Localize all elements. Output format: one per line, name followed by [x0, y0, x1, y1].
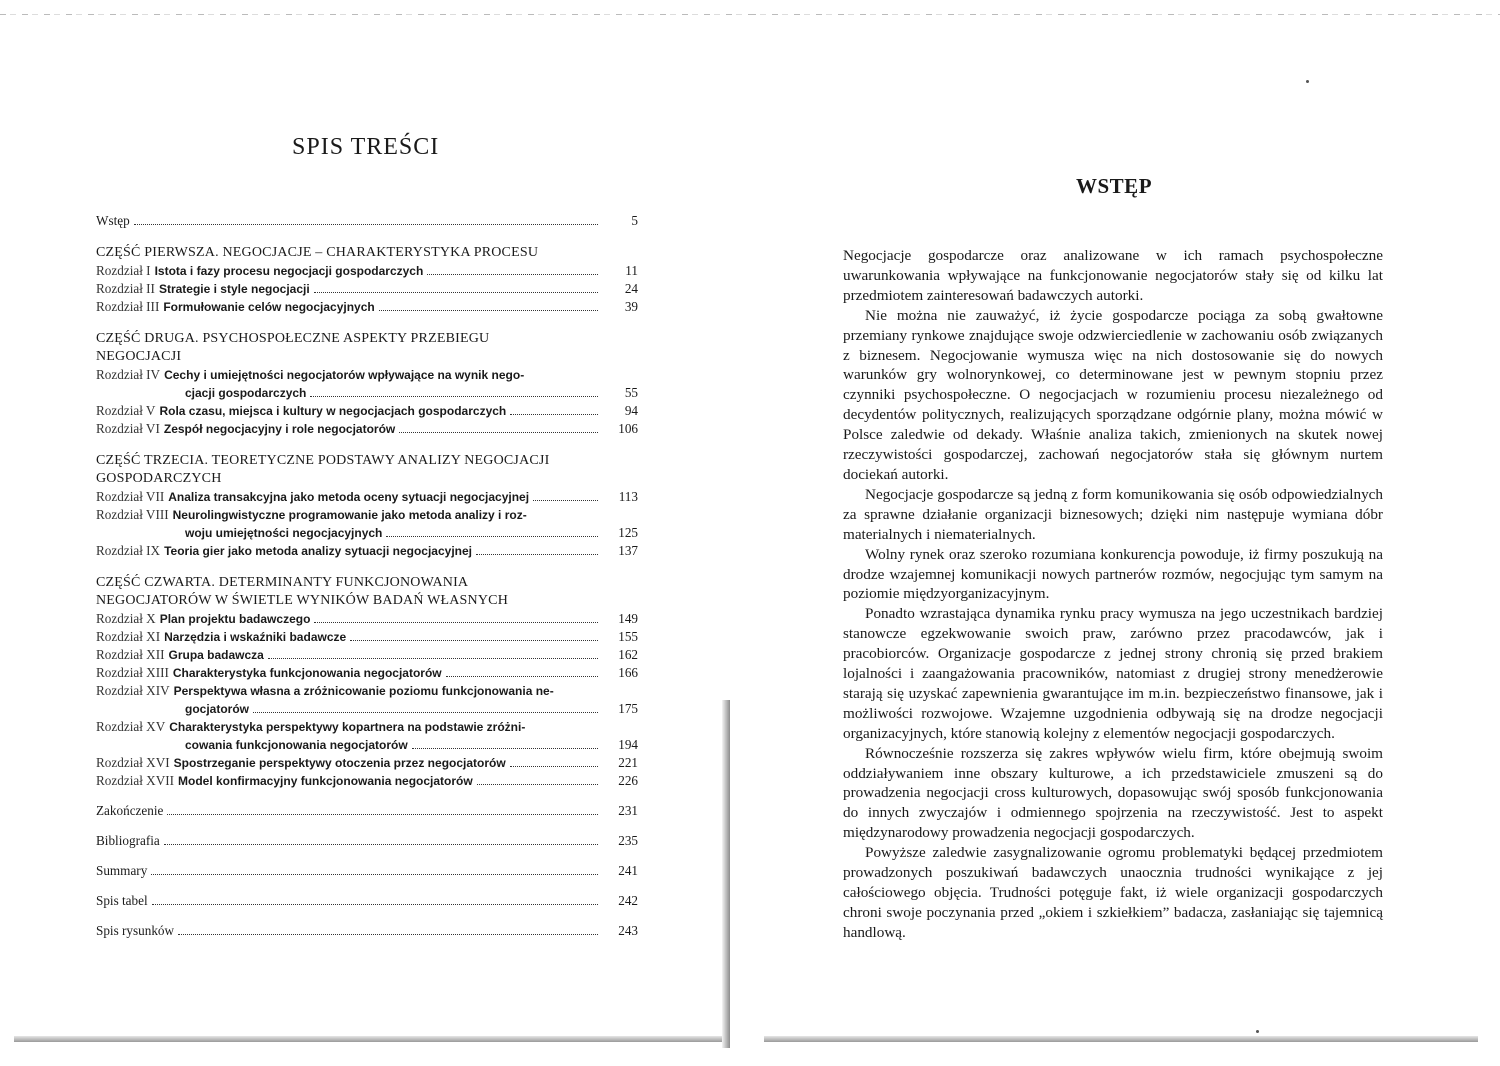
- scan-speck: [1306, 80, 1309, 83]
- toc-entry-label: Summary: [96, 863, 148, 878]
- toc-title: SPIS TREŚCI: [292, 134, 440, 160]
- toc-chapter-entry[interactable]: [96, 366, 638, 384]
- table-of-contents: [96, 212, 638, 952]
- toc-chapter-entry[interactable]: [96, 664, 638, 682]
- toc-entry-label: Wstęp: [96, 213, 130, 228]
- toc-chapter-title: Rola czasu, miejsca i kultury w negocjacjach gospodarczych: [159, 404, 507, 418]
- intro-paragraph: Ponadto wzrastająca dynamika rynku pracy wymusza na jego uczestnikach bardziej stanowcze egzekwowanie swoich praw, zarówno przez pracodawców, jak i pracobiorców. Organizacje gospodarcze z jednej strony chronią się przed brakiem lojalności i zaangażowania pracowników, natomiast z drugiej strony menedżerowie starają się uzyskać zapewnienia gwarantujące im m.in. bezpieczeństwo finansowe, jak i możliwości rozwojowe. Wzajemne uzgodnienia odbywają się na drodze negocjacji organizacyjnych, które stanowią kolejny z elementów negocjacji gospodarczych.: [843, 605, 1383, 742]
- spine-shadow: [722, 700, 730, 1048]
- toc-page-number: 162: [618, 647, 638, 662]
- intro-paragraph: Powyższe zaledwie zasygnalizowanie ogromu problematyki będącej przedmiotem prowadzonych poszukiwań badawczych unaocznia trudności wynikające z jej całościowego objęcia. Trudności potęguje fakt, iż wiele organizacji gospodarczych chroni swoje poczynania przed „okiem i szkiełkiem” badacza, zasłaniając się tajemnicą handlową.: [843, 844, 1383, 941]
- toc-chapter-entry-cont[interactable]: [96, 384, 638, 402]
- leader-dots: [427, 274, 598, 275]
- toc-page-number: 24: [624, 281, 638, 296]
- toc-part-title-line: NEGOCJACJI: [96, 349, 182, 364]
- toc-page-number: 113: [618, 489, 638, 504]
- toc-chapter-title: Plan projektu badawczego: [159, 612, 311, 626]
- toc-chapter-prefix: Rozdział XV: [96, 719, 166, 734]
- toc-chapter-prefix: Rozdział XVI: [96, 755, 170, 770]
- toc-part-title[interactable]: [96, 330, 638, 366]
- leader-dots: [399, 432, 598, 433]
- toc-back-matter-entry[interactable]: [96, 802, 638, 820]
- toc-chapter-entry[interactable]: [96, 628, 638, 646]
- leader-dots: [178, 934, 598, 935]
- toc-chapter-prefix: Rozdział IV: [96, 367, 161, 382]
- leader-dots: [134, 224, 598, 225]
- toc-chapter-entry-cont[interactable]: [96, 524, 638, 542]
- toc-page-number: 242: [618, 893, 638, 908]
- toc-page-number: 125: [618, 525, 638, 540]
- toc-back-matter-entry[interactable]: [96, 892, 638, 910]
- toc-part-title[interactable]: [96, 452, 638, 488]
- toc-chapter-prefix: Rozdział VI: [96, 421, 160, 436]
- scan-speck: [1256, 1030, 1259, 1033]
- toc-chapter-entry[interactable]: [96, 754, 638, 772]
- toc-page-number: 243: [618, 923, 638, 938]
- toc-chapter-title: Formułowanie celów negocjacyjnych: [163, 300, 375, 314]
- leader-dots: [379, 310, 598, 311]
- toc-chapter-title: Teoria gier jako metoda analizy sytuacji negocjacyjnej: [164, 544, 472, 558]
- intro-title: WSTĘP: [1076, 174, 1153, 198]
- toc-page-number: 106: [618, 421, 638, 436]
- toc-back-matter-entry[interactable]: [96, 862, 638, 880]
- toc-chapter-entry-cont[interactable]: [96, 700, 638, 718]
- toc-part-title-line: GOSPODARCZYCH: [96, 471, 222, 486]
- toc-entry-label: Bibliografia: [96, 833, 160, 848]
- intro-body: [843, 246, 1383, 943]
- toc-chapter-title: Strategie i style negocjacji: [158, 282, 310, 296]
- leader-dots: [310, 396, 598, 397]
- toc-chapter-title-cont: cjacji gospodarczych: [185, 386, 307, 400]
- toc-chapter-prefix: Rozdział IX: [96, 543, 161, 558]
- toc-chapter-title: Spostrzeganie perspektywy otoczenia przez negocjatorów: [173, 756, 506, 770]
- leader-dots: [476, 554, 598, 555]
- leader-dots: [167, 814, 598, 815]
- toc-page-number: 235: [618, 833, 638, 848]
- toc-chapter-entry-cont[interactable]: [96, 736, 638, 754]
- toc-chapter-prefix: Rozdział XI: [96, 629, 161, 644]
- intro-paragraph: Negocjacje gospodarcze oraz analizowane w ich ramach psychospołeczne uwarunkowania wpływające na funkcjonowanie negocjatorów stały się od kilku lat przedmiotem zainteresowań badawczych autorki.: [843, 247, 1383, 304]
- intro-paragraph: Nie można nie zauważyć, iż życie gospodarcze pociąga za sobą gwałtowne przemiany rynkowe znajdujące swoje odzwierciedlenie w zachowaniu osób związanych z biznesem. Negocjowanie wymusza więc na nich dostosowanie się do nowych warunków gry wolnorynkowej, co determinowane jest w pewnym stopniu przez czynniki psychospołeczne. O negocjacjach w rozumieniu procesu niezależnego od decydentów politycznych, realizujących sporządzane odgórnie plany, można mówić w Polsce zaledwie od dekady. Właśnie analiza takich, zmienionych na skutek nowej rzeczywistości gospodarczej, zachowań negocjatorów stała się głównym nurtem dociekań autorki.: [843, 306, 1383, 483]
- toc-page-number: 226: [618, 773, 638, 788]
- toc-chapter-title: Charakterystyka perspektywy kopartnera na podstawie zróżni-: [169, 720, 526, 734]
- toc-chapter-title: Grupa badawcza: [168, 648, 264, 662]
- toc-chapter-prefix: Rozdział XII: [96, 647, 165, 662]
- toc-chapter-entry[interactable]: [96, 718, 638, 736]
- leader-dots: [350, 640, 598, 641]
- toc-chapter-title: Istota i fazy procesu negocjacji gospodarczych: [154, 264, 424, 278]
- scan-edge: [0, 14, 750, 15]
- leader-dots: [152, 904, 598, 905]
- leader-dots: [253, 712, 598, 713]
- toc-back-matter: [96, 802, 638, 940]
- leader-dots: [268, 658, 598, 659]
- toc-part-title[interactable]: [96, 574, 638, 610]
- toc-chapter-prefix: Rozdział VIII: [96, 507, 169, 522]
- toc-part-title-line: CZĘŚĆ PIERWSZA. NEGOCJACJE – CHARAKTERYSTYKA PROCESU: [96, 245, 539, 260]
- toc-chapter-prefix: Rozdział XIV: [96, 683, 170, 698]
- scan-edge: [750, 14, 1500, 15]
- toc-chapter-entry[interactable]: [96, 610, 638, 628]
- toc-page-number: 5: [631, 213, 638, 228]
- toc-part-title-line: CZĘŚĆ CZWARTA. DETERMINANTY FUNKCJONOWANIA: [96, 575, 469, 590]
- leader-dots: [477, 784, 598, 785]
- toc-chapter-entry[interactable]: [96, 682, 638, 700]
- toc-page-number: 175: [618, 701, 638, 716]
- toc-page-number: 221: [618, 755, 638, 770]
- toc-chapter-entry[interactable]: [96, 420, 638, 438]
- toc-page-number: 137: [618, 543, 638, 558]
- toc-chapter-prefix: Rozdział III: [96, 299, 160, 314]
- toc-page-number: 166: [618, 665, 638, 680]
- toc-chapter-entry[interactable]: [96, 280, 638, 298]
- toc-chapter-title: Narzędzia i wskaźniki badawcze: [164, 630, 347, 644]
- toc-part-title[interactable]: [96, 244, 638, 262]
- leader-dots: [510, 414, 598, 415]
- toc-entry-label: Spis tabel: [96, 893, 148, 908]
- toc-chapter-title-cont: gocjatorów: [185, 702, 250, 716]
- toc-page-number: 11: [625, 263, 638, 278]
- toc-chapter-title: Perspektywa własna a zróżnicowanie poziomu funkcjonowania ne-: [173, 684, 554, 698]
- toc-chapter-prefix: Rozdział II: [96, 281, 155, 296]
- toc-page-number: 155: [618, 629, 638, 644]
- leader-dots: [314, 292, 598, 293]
- leader-dots: [510, 766, 598, 767]
- toc-chapter-entry[interactable]: [96, 488, 638, 506]
- toc-chapter-title: Cechy i umiejętności negocjatorów wpływające na wynik nego-: [164, 368, 525, 382]
- toc-entry-label: Spis rysunków: [96, 923, 175, 938]
- toc-chapter-title: Zespół negocjacyjny i role negocjatorów: [163, 422, 396, 436]
- toc-chapter-entry[interactable]: [96, 646, 638, 664]
- intro-paragraph: Równocześnie rozszerza się zakres wpływów wielu firm, które obejmują swoim oddziaływaniem inne obszary kulturowe, a ich przedstawiciele zmuszeni są do prowadzenia negocjacji cross kulturowych, dopasowując swój sposób funkcjonowania do innych zwyczajów i odmiennego spojrzenia na rzeczywistość. Jest to aspekt międzynarodowy prowadzenia negocjacji gospodarczych.: [843, 744, 1383, 842]
- toc-parts: [96, 244, 638, 790]
- toc-chapter-entry[interactable]: [96, 298, 638, 316]
- toc-chapter-title-cont: cowania funkcjonowania negocjatorów: [185, 738, 408, 752]
- toc-page-number: 149: [618, 611, 638, 626]
- leader-dots: [164, 844, 598, 845]
- leader-dots: [314, 622, 598, 623]
- toc-chapter-title: Neurolingwistyczne programowanie jako metoda analizy i roz-: [172, 508, 527, 522]
- intro-paragraph: Wolny rynek oraz szeroko rozumiana konkurencja powoduje, iż firmy poszukują na drodze wzajemnej komunikacji nowych partnerów rozmów, negocjując tym samym na poziomie międzyorganizacyjnym.: [843, 545, 1383, 603]
- toc-chapter-title: Charakterystyka funkcjonowania negocjatorów: [172, 666, 442, 680]
- toc-chapter-entry[interactable]: [96, 506, 638, 524]
- toc-part-title-line: CZĘŚĆ TRZECIA. TEORETYCZNE PODSTAWY ANALIZY NEGOCJACJI: [96, 453, 550, 468]
- leader-dots: [412, 748, 598, 749]
- toc-page-number: 241: [618, 863, 638, 878]
- toc-chapter-entry[interactable]: [96, 772, 638, 790]
- scan-shadow: [764, 1036, 1478, 1042]
- toc-part-title-line: CZĘŚĆ DRUGA. PSYCHOSPOŁECZNE ASPEKTY PRZEBIEGU: [96, 331, 490, 346]
- toc-page-number: 55: [624, 385, 638, 400]
- toc-page-number: 231: [618, 803, 638, 818]
- toc-chapter-title: Model konfirmacyjny funkcjonowania negocjatorów: [178, 774, 473, 788]
- toc-part-title-line: NEGOCJATORÓW W ŚWIETLE WYNIKÓW BADAŃ WŁASNYCH: [96, 593, 509, 608]
- toc-entry-intro[interactable]: [96, 212, 638, 230]
- leader-dots: [151, 874, 598, 875]
- toc-chapter-prefix: Rozdział VII: [96, 489, 165, 504]
- toc-chapter-entry[interactable]: [96, 542, 638, 560]
- toc-chapter-prefix: Rozdział I: [96, 263, 151, 278]
- toc-page-number: 39: [624, 299, 638, 314]
- toc-chapter-prefix: Rozdział V: [96, 403, 156, 418]
- toc-page-number: 194: [618, 737, 638, 752]
- toc-chapter-prefix: Rozdział X: [96, 611, 156, 626]
- toc-entry-label: Zakończenie: [96, 803, 164, 818]
- leader-dots: [386, 536, 598, 537]
- toc-chapter-entry[interactable]: [96, 262, 638, 280]
- toc-chapter-entry[interactable]: [96, 402, 638, 420]
- toc-back-matter-entry[interactable]: [96, 922, 638, 940]
- intro-paragraph: Negocjacje gospodarcze są jedną z form komunikowania się osób odpowiedzialnych za sprawne działanie organizacji biznesowych; dzięki nim następuje wymiana dóbr materialnych i niematerialnych.: [843, 485, 1383, 543]
- toc-chapter-title-cont: woju umiejętności negocjacyjnych: [185, 526, 383, 540]
- toc-back-matter-entry[interactable]: [96, 832, 638, 850]
- leader-dots: [446, 676, 598, 677]
- toc-chapter-prefix: Rozdział XVII: [96, 773, 174, 788]
- scan-shadow: [14, 1036, 728, 1042]
- toc-chapter-prefix: Rozdział XIII: [96, 665, 169, 680]
- leader-dots: [533, 500, 598, 501]
- toc-page-number: 94: [624, 403, 638, 418]
- toc-chapter-title: Analiza transakcyjna jako metoda oceny sytuacji negocjacyjnej: [168, 490, 530, 504]
